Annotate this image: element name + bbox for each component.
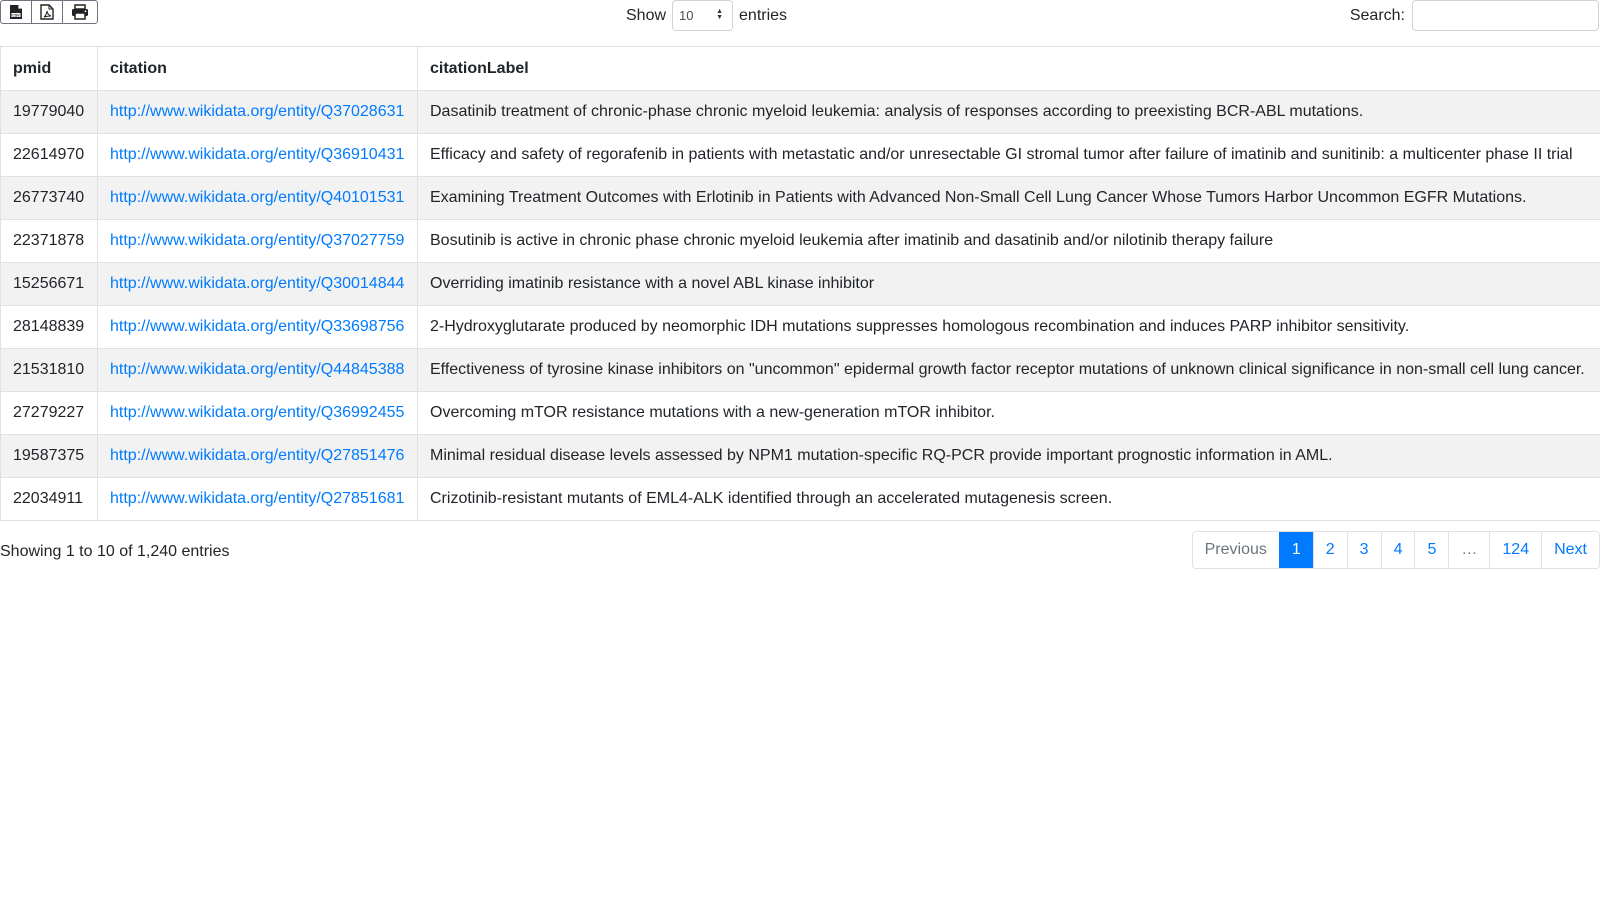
pagination-page-4[interactable]: 4 [1381,532,1415,568]
page-length-control [626,0,787,31]
cell-citation [98,435,418,478]
cell-citation-label: Dasatinib treatment of chronic-phase chronic myeloid leukemia: analysis of responses according to preexisting BCR-ABL mutations. [418,91,1600,134]
pagination [1192,531,1600,569]
table-row [1,306,1600,349]
pagination-page-2[interactable]: 2 [1313,532,1347,568]
csv-export-button[interactable] [1,1,32,23]
table-row [1,478,1600,521]
pagination-page-1[interactable]: 1 [1279,532,1313,568]
cell-citation [98,306,418,349]
cell-citation-label: Examining Treatment Outcomes with Erlotinib in Patients with Advanced Non-Small Cell Lung Cancer Whose Tumors Harbor Uncommon EGFR Mutations. [418,177,1600,220]
print-icon [71,4,89,20]
cell-citation-label: Effectiveness of tyrosine kinase inhibitors on "uncommon" epidermal growth factor receptor mutations of unknown clinical significance in non-small cell lung cancer. [418,349,1600,392]
column-header-pmid[interactable]: pmid [1,47,98,91]
svg-text:CSV: CSV [12,13,20,18]
search-control [1350,0,1599,31]
pdf-file-icon [40,4,54,20]
cell-citation [98,349,418,392]
citation-link[interactable]: http://www.wikidata.org/entity/Q36910431 [110,146,405,163]
cell-citation [98,91,418,134]
cell-pmid: 22371878 [1,220,98,263]
cell-pmid: 19779040 [1,91,98,134]
entries-label: entries [739,6,788,24]
table-row [1,91,1600,134]
cell-pmid: 21531810 [1,349,98,392]
cell-pmid: 27279227 [1,392,98,435]
cell-pmid: 26773740 [1,177,98,220]
citation-link[interactable]: http://www.wikidata.org/entity/Q37027759 [110,232,405,249]
cell-citation-label: Bosutinib is active in chronic phase chronic myeloid leukemia after imatinib and dasatinib and/or nilotinib therapy failure [418,220,1600,263]
table-row [1,263,1600,306]
cell-citation [98,478,418,521]
cell-citation-label: Crizotinib-resistant mutants of EML4-ALK identified through an accelerated mutagenesis screen. [418,478,1600,521]
citation-link[interactable]: http://www.wikidata.org/entity/Q40101531 [110,189,405,206]
cell-citation [98,220,418,263]
table-row [1,349,1600,392]
cell-citation [98,263,418,306]
table-row [1,220,1600,263]
pdf-export-button[interactable] [32,1,63,23]
cell-citation-label: Efficacy and safety of regorafenib in patients with metastatic and/or unresectable GI stromal tumor after failure of imatinib and sunitinib: a multicenter phase II trial [418,134,1600,177]
citation-link[interactable]: http://www.wikidata.org/entity/Q33698756 [110,318,405,335]
pagination-page-3[interactable]: 3 [1347,532,1381,568]
column-header-citation[interactable]: citation [98,47,418,91]
cell-citation-label: 2-Hydroxyglutarate produced by neomorphic IDH mutations suppresses homologous recombination and induces PARP inhibitor sensitivity. [418,306,1600,349]
table-row [1,435,1600,478]
pagination-previous[interactable]: Previous [1193,532,1279,568]
header-row [1,47,1600,91]
citation-link[interactable]: http://www.wikidata.org/entity/Q27851681 [110,490,405,507]
page-length-select-wrap [672,0,733,31]
cell-citation-label: Minimal residual disease levels assessed by NPM1 mutation-specific RQ-PCR provide important prognostic information in AML. [418,435,1600,478]
search-label: Search: [1349,6,1405,24]
cell-citation [98,134,418,177]
search-input[interactable] [1412,0,1599,31]
results-table [0,46,1600,521]
column-header-citation-label[interactable]: citationLabel [418,47,1600,91]
cell-citation [98,392,418,435]
table-row [1,392,1600,435]
table-body [1,91,1600,521]
table-header [1,47,1600,91]
citation-link[interactable]: http://www.wikidata.org/entity/Q37028631 [110,103,405,120]
citation-link[interactable]: http://www.wikidata.org/entity/Q27851476 [110,447,405,464]
cell-citation-label: Overcoming mTOR resistance mutations with a new-generation mTOR inhibitor. [418,392,1600,435]
pagination-page-124[interactable]: 124 [1489,532,1541,568]
export-button-group [0,0,98,24]
citation-link[interactable]: http://www.wikidata.org/entity/Q30014844 [110,275,405,292]
print-button[interactable] [63,1,97,23]
cell-pmid: 28148839 [1,306,98,349]
table-row [1,134,1600,177]
table-controls [0,0,1600,44]
cell-pmid: 22034911 [1,478,98,521]
cell-citation-label: Overriding imatinib resistance with a novel ABL kinase inhibitor [418,263,1600,306]
cell-pmid: 22614970 [1,134,98,177]
cell-citation [98,177,418,220]
pagination-ellipsis: … [1448,532,1489,568]
page-length-select[interactable] [672,0,733,31]
citation-link[interactable]: http://www.wikidata.org/entity/Q44845388 [110,361,405,378]
table-row [1,177,1600,220]
select-arrows-icon: ▲ ▼ [716,8,724,21]
citation-link[interactable]: http://www.wikidata.org/entity/Q36992455 [110,404,405,421]
cell-pmid: 19587375 [1,435,98,478]
pagination-page-5[interactable]: 5 [1414,532,1448,568]
table-info: Showing 1 to 10 of 1,240 entries [0,543,230,560]
cell-pmid: 15256671 [1,263,98,306]
show-label: Show [626,6,667,24]
pagination-next[interactable]: Next [1541,532,1599,568]
csv-file-icon [9,4,23,20]
